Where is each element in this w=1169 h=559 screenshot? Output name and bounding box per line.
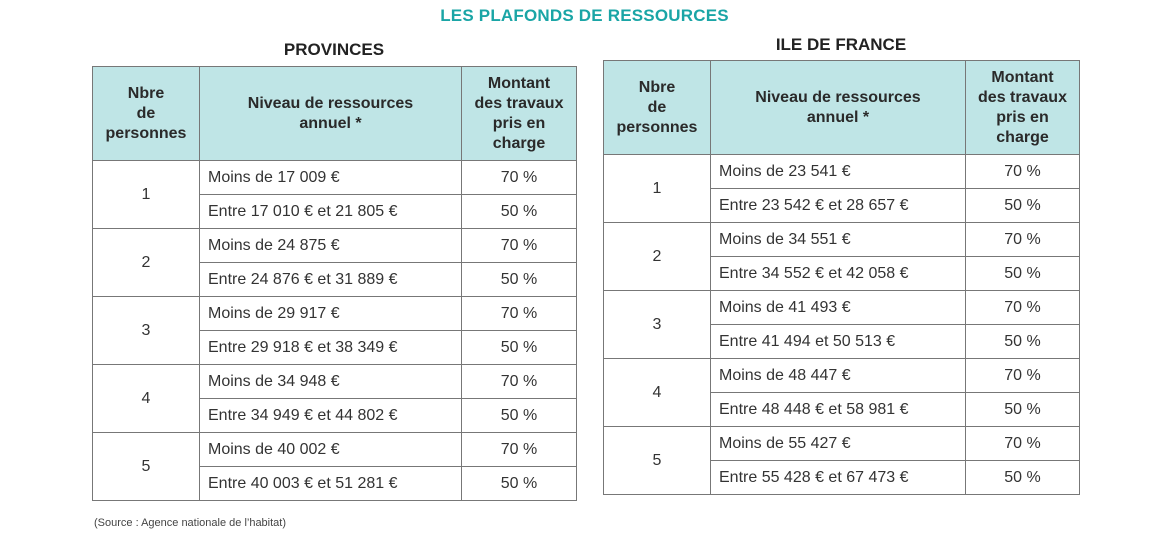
- persons-count: 2: [93, 229, 200, 297]
- persons-count: 3: [604, 291, 711, 359]
- coverage-high: 50 %: [462, 263, 577, 297]
- coverage-high: 50 %: [462, 467, 577, 501]
- income-low: Moins de 34 948 €: [200, 365, 462, 399]
- coverage-low: 70 %: [462, 365, 577, 399]
- income-low: Moins de 23 541 €: [711, 155, 966, 189]
- income-high: Entre 40 003 € et 51 281 €: [200, 467, 462, 501]
- idf-title: ILE DE FRANCE: [775, 35, 907, 54]
- persons-count: 5: [604, 427, 711, 495]
- table-row: [604, 223, 1080, 257]
- table-row: [604, 155, 1080, 189]
- source-note: (Source : Agence nationale de l’habitat): [94, 517, 287, 529]
- persons-count: 2: [604, 223, 711, 291]
- coverage-low: 70 %: [966, 155, 1080, 189]
- coverage-low: 70 %: [966, 359, 1080, 393]
- coverage-low: 70 %: [462, 161, 577, 195]
- table-row: [93, 229, 577, 263]
- coverage-low: 70 %: [462, 297, 577, 331]
- header-persons: Nbre de personnes: [604, 61, 711, 155]
- header-amount: Montant des travaux pris en charge: [462, 67, 577, 161]
- persons-count: 1: [93, 161, 200, 229]
- income-low: Moins de 24 875 €: [200, 229, 462, 263]
- income-low: Moins de 29 917 €: [200, 297, 462, 331]
- coverage-high: 50 %: [966, 325, 1080, 359]
- persons-count: 4: [604, 359, 711, 427]
- persons-count: 4: [93, 365, 200, 433]
- table-row: [93, 365, 577, 399]
- income-low: Moins de 40 002 €: [200, 433, 462, 467]
- coverage-low: 70 %: [462, 433, 577, 467]
- income-high: Entre 29 918 € et 38 349 €: [200, 331, 462, 365]
- coverage-high: 50 %: [966, 461, 1080, 495]
- table-row: [93, 433, 577, 467]
- page-title: LES PLAFONDS DE RESSOURCES: [440, 6, 729, 25]
- header-level: Niveau de ressources annuel *: [200, 67, 462, 161]
- coverage-low: 70 %: [966, 291, 1080, 325]
- income-low: Moins de 34 551 €: [711, 223, 966, 257]
- header-persons: Nbre de personnes: [93, 67, 200, 161]
- provinces-title: PROVINCES: [283, 40, 385, 59]
- coverage-low: 70 %: [966, 223, 1080, 257]
- coverage-high: 50 %: [462, 399, 577, 433]
- coverage-high: 50 %: [462, 331, 577, 365]
- income-high: Entre 24 876 € et 31 889 €: [200, 263, 462, 297]
- table-row: [93, 161, 577, 195]
- coverage-low: 70 %: [966, 427, 1080, 461]
- income-low: Moins de 55 427 €: [711, 427, 966, 461]
- coverage-high: 50 %: [966, 257, 1080, 291]
- coverage-high: 50 %: [966, 393, 1080, 427]
- income-high: Entre 23 542 € et 28 657 €: [711, 189, 966, 223]
- provinces-table: [92, 66, 577, 501]
- persons-count: 3: [93, 297, 200, 365]
- header-row: [93, 67, 577, 161]
- income-high: Entre 34 949 € et 44 802 €: [200, 399, 462, 433]
- header-row: [604, 61, 1080, 155]
- table-row: [604, 359, 1080, 393]
- coverage-high: 50 %: [462, 195, 577, 229]
- income-high: Entre 17 010 € et 21 805 €: [200, 195, 462, 229]
- income-low: Moins de 41 493 €: [711, 291, 966, 325]
- table-row: [604, 427, 1080, 461]
- income-low: Moins de 48 447 €: [711, 359, 966, 393]
- persons-count: 5: [93, 433, 200, 501]
- table-row: [93, 297, 577, 331]
- header-level: Niveau de ressources annuel *: [711, 61, 966, 155]
- income-high: Entre 34 552 € et 42 058 €: [711, 257, 966, 291]
- income-high: Entre 55 428 € et 67 473 €: [711, 461, 966, 495]
- persons-count: 1: [604, 155, 711, 223]
- table-row: [604, 291, 1080, 325]
- header-amount: Montant des travaux pris en charge: [966, 61, 1080, 155]
- coverage-high: 50 %: [966, 189, 1080, 223]
- income-low: Moins de 17 009 €: [200, 161, 462, 195]
- coverage-low: 70 %: [462, 229, 577, 263]
- idf-table: [603, 60, 1080, 495]
- income-high: Entre 41 494 et 50 513 €: [711, 325, 966, 359]
- income-high: Entre 48 448 € et 58 981 €: [711, 393, 966, 427]
